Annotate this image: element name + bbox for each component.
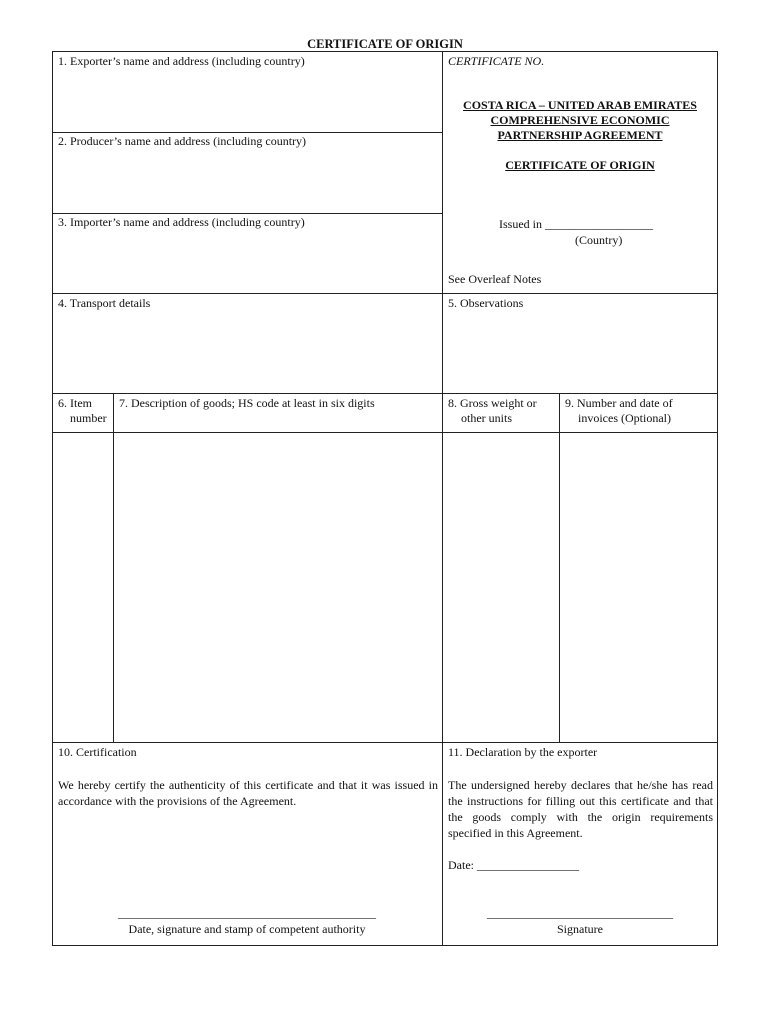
declaration-text: The undersigned hereby declares that he/she has read the instructions for filling out this certificate and that the goods comply with the origin requirements specified in this Agreement. (448, 778, 713, 840)
overleaf-notes: See Overleaf Notes (448, 272, 542, 286)
document-title: CERTIFICATE OF ORIGIN (307, 37, 463, 51)
divider-goods-body (52, 432, 718, 433)
gross-weight-label-line-1: 8. Gross weight or (448, 396, 537, 410)
divider-producer-importer (52, 213, 442, 214)
invoices-label-line-1: 9. Number and date of (565, 396, 673, 410)
declaration-date-field: Date: _________________ (448, 858, 579, 872)
exporter-signature-label: Signature (557, 922, 603, 936)
observations-label: 5. Observations (448, 296, 524, 310)
divider-weight-invoices (559, 393, 560, 742)
item-number-label-line-2: number (70, 411, 107, 425)
agreement-name-line-1: COSTA RICA – UNITED ARAB EMIRATES (463, 98, 697, 112)
authority-signature-line: ___________________________________________ (118, 906, 376, 920)
description-label: 7. Description of goods; HS code at least in six digits (119, 396, 375, 410)
panel-subtitle: CERTIFICATE OF ORIGIN (505, 158, 655, 172)
agreement-name-line-2: COMPREHENSIVE ECONOMIC (490, 113, 670, 127)
divider-transport (52, 293, 718, 294)
divider-goods-header (52, 393, 718, 394)
exporter-signature-line: _______________________________ (487, 906, 673, 920)
gross-weight-label-line-2: other units (461, 411, 512, 425)
issued-in-field: Issued in __________________ (499, 217, 653, 231)
divider-item-description (113, 393, 114, 742)
declaration-heading: 11. Declaration by the exporter (448, 745, 598, 759)
column-divider (442, 51, 443, 946)
exporter-label: 1. Exporter’s name and address (including country) (58, 54, 305, 68)
importer-label: 3. Importer’s name and address (including country) (58, 215, 305, 229)
divider-exporter-producer (52, 132, 442, 133)
certification-heading: 10. Certification (58, 745, 137, 759)
certification-text: We hereby certify the authenticity of this certificate and that it was issued in accordance with the provisions of the Agreement. (58, 778, 438, 808)
divider-certification (52, 742, 718, 743)
agreement-name-line-3: PARTNERSHIP AGREEMENT (497, 128, 663, 142)
item-number-label-line-1: 6. Item (58, 396, 92, 410)
country-caption: (Country) (575, 233, 623, 247)
authority-signature-label: Date, signature and stamp of competent authority (128, 922, 366, 936)
transport-label: 4. Transport details (58, 296, 151, 310)
producer-label: 2. Producer’s name and address (including country) (58, 134, 307, 148)
certificate-number-label: CERTIFICATE NO. (448, 54, 545, 68)
invoices-label-line-2: invoices (Optional) (578, 411, 671, 425)
